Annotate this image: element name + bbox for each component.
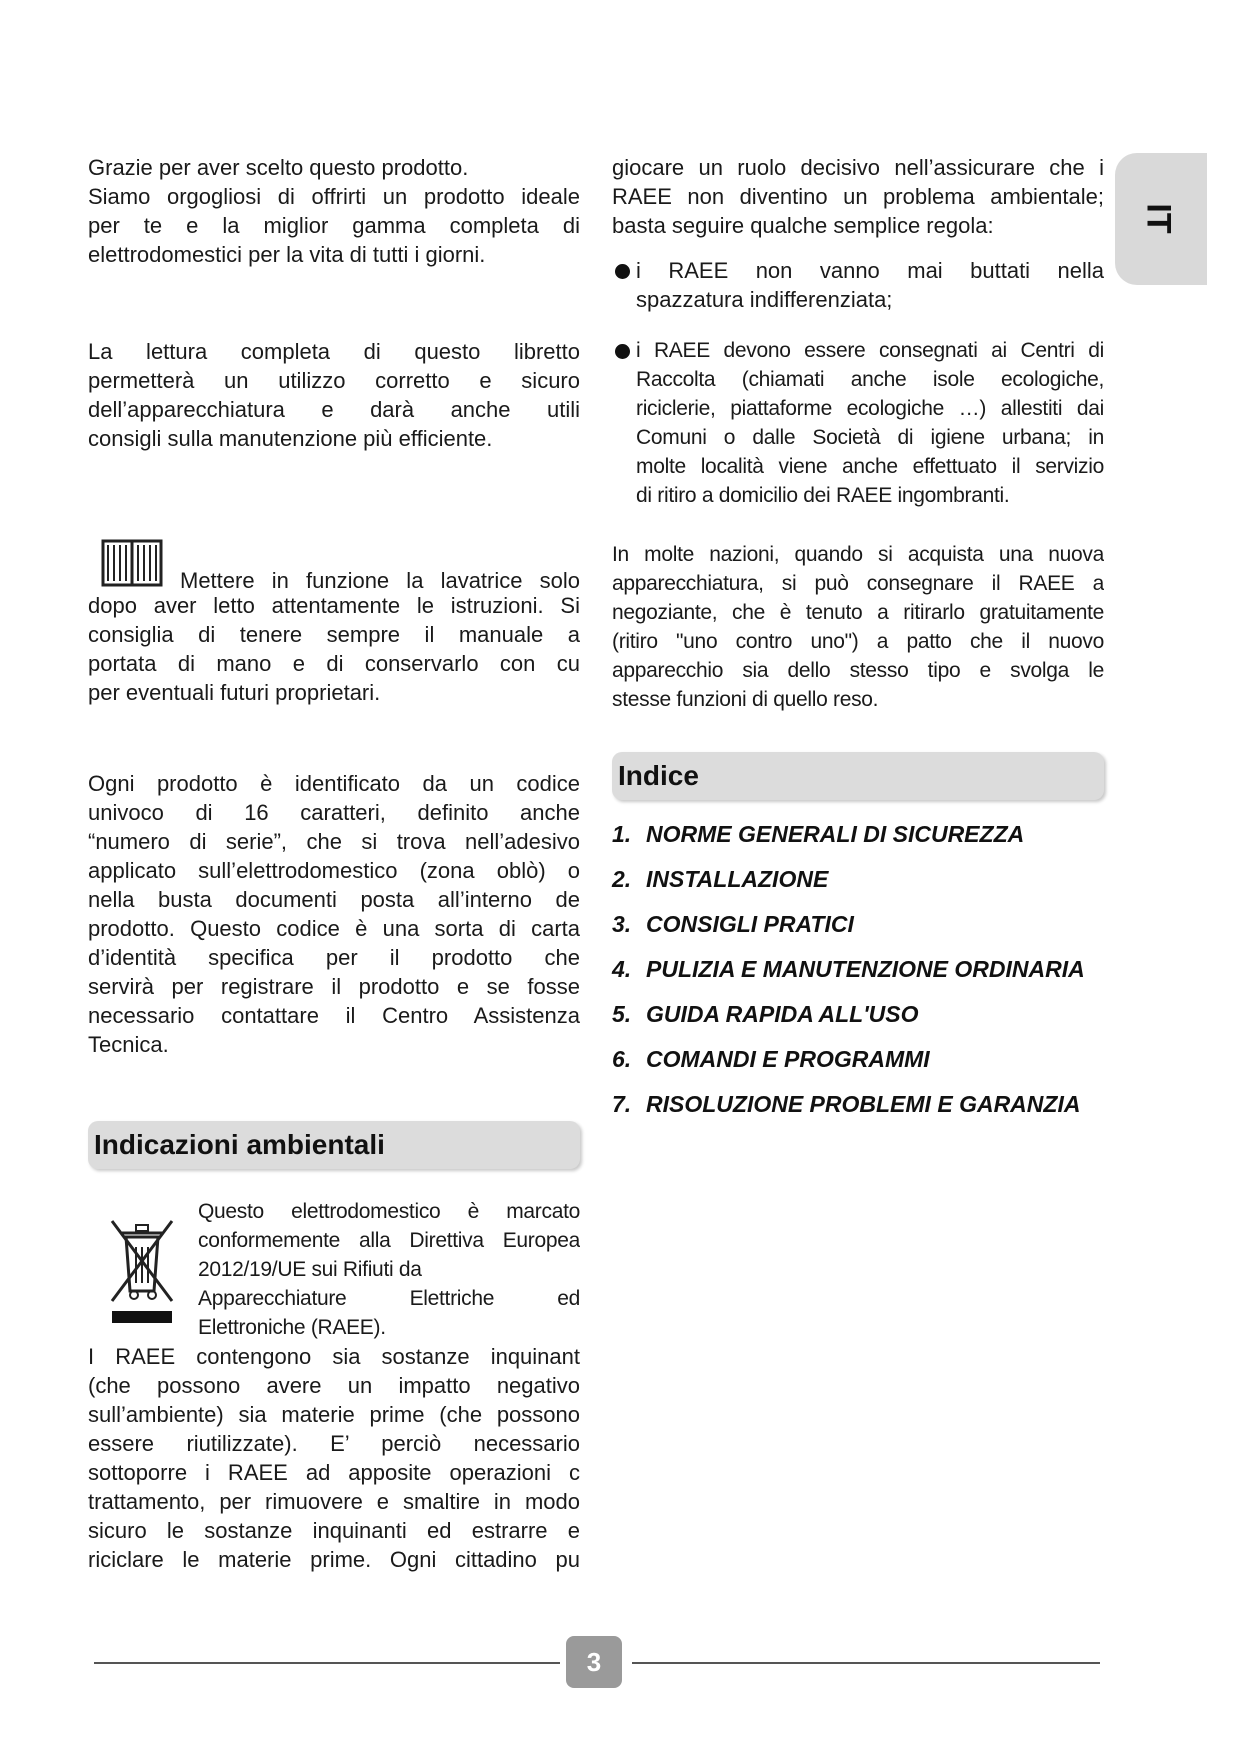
text-line: portata di mano e di conservarlo con cu (88, 651, 580, 676)
bullet-dot-icon (615, 344, 630, 359)
text-line: (ritiro "uno contro uno") a patto che il nuovo (612, 630, 1104, 653)
toc-label: INSTALLAZIONE (646, 866, 829, 892)
text-line: Siamo orgogliosi di offrirti un prodotto ideale (88, 184, 580, 209)
toc-item[interactable] (612, 1037, 1104, 1082)
text-line: applicato sull’elettrodomestico (zona oblò) o (88, 858, 580, 883)
toc-item[interactable] (612, 947, 1104, 992)
text-line: spazzatura indifferenziata; (636, 287, 893, 312)
text-line: “numero di serie”, che si trova nell’adesivo (88, 829, 580, 854)
text-line: negoziante, che è tenuto a ritirarlo gratuitamente (612, 601, 1104, 624)
weee-block (88, 1197, 580, 1342)
toc-item[interactable] (612, 812, 1104, 857)
crossed-bin-icon (106, 1215, 178, 1325)
text-line: di ritiro a domicilio dei RAEE ingombranti. (636, 484, 1010, 507)
text-line: consiglia di tenere sempre il manuale a (88, 622, 580, 647)
bullet-dot-icon (615, 264, 630, 279)
manual-paragraph (88, 537, 580, 707)
index-section-heading: Indice (612, 752, 1104, 800)
text-line: Elettroniche (RAEE). (198, 1316, 386, 1339)
text-line: apparecchio sia dello stesso tipo e svolga le (612, 659, 1104, 682)
bullet-item (612, 256, 1104, 314)
text-line: Ogni prodotto è identificato da un codice (88, 771, 580, 796)
text-line: RAEE non diventino un problema ambientale; (612, 184, 1104, 209)
text-line: apparecchiatura, si può consegnare il RAEE a (612, 572, 1104, 595)
left-column (88, 153, 580, 1574)
text-line: sull’ambiente) sia materie prime (che possono (88, 1402, 580, 1427)
text-line: dell’apparecchiatura e darà anche utili (88, 397, 580, 422)
intro-paragraph (88, 153, 580, 269)
toc-number: 6. (612, 1046, 632, 1072)
text-line: necessario contattare il Centro Assistenza (88, 1003, 580, 1028)
toc-item[interactable] (612, 902, 1104, 947)
bullet-item (612, 336, 1104, 510)
toc-number: 4. (612, 956, 632, 982)
text-line: Apparecchiature Elettriche ed (198, 1287, 580, 1310)
text-line: Mettere in funzione la lavatrice solo (180, 568, 580, 593)
text-line: per te e la miglior gamma completa di (88, 213, 580, 238)
page-number: 3 (566, 1636, 622, 1688)
text-line: basta seguire qualche semplice regola: (612, 213, 994, 238)
text-line: sottoporre i RAEE ad apposite operazioni c (88, 1460, 580, 1485)
toc-number: 2. (612, 866, 632, 892)
text-line: riciclare le materie prime. Ogni cittadino pu (88, 1547, 580, 1572)
toc-item[interactable] (612, 992, 1104, 1037)
text-line: I RAEE contengono sia sostanze inquinant (88, 1344, 580, 1369)
text-line: i RAEE non vanno mai buttati nella (636, 258, 1104, 283)
toc-label: PULIZIA E MANUTENZIONE ORDINARIA (646, 956, 1085, 982)
text-line: essere riutilizzate). E’ perciò necessario (88, 1431, 580, 1456)
text-line: (che possono avere un impatto negativo (88, 1373, 580, 1398)
environment-section-heading: Indicazioni ambientali (88, 1121, 580, 1169)
reading-paragraph (88, 337, 580, 453)
text-line: La lettura completa di questo libretto (88, 339, 580, 364)
text-line: Raccolta (chiamati anche isole ecologiche, (636, 368, 1104, 391)
right-column (612, 153, 1104, 1127)
text-line: giocare un ruolo decisivo nell’assicurare che i (612, 155, 1104, 180)
text-line: univoco di 16 caratteri, definito anche (88, 800, 580, 825)
text-line: per eventuali futuri proprietari. (88, 680, 381, 705)
text-line: stesse funzioni di quello reso. (612, 688, 879, 711)
toc-number: 5. (612, 1001, 632, 1027)
text-line: dopo aver letto attentamente le istruzioni. Si (88, 593, 580, 618)
text-line: i RAEE devono essere consegnati ai Centri di (636, 339, 1104, 362)
text-line: nella busta documenti posta all’interno de (88, 887, 580, 912)
toc-label: CONSIGLI PRATICI (646, 911, 854, 937)
text-line: prodotto. Questo codice è una sorta di carta (88, 916, 580, 941)
toc-item[interactable] (612, 1082, 1104, 1127)
text-line: conformemente alla Direttiva Europea (198, 1229, 580, 1252)
table-of-contents (612, 812, 1104, 1127)
text-line: Comuni o dalle Società di igiene urbana; in (636, 426, 1104, 449)
footer-rule-left (94, 1662, 560, 1664)
toc-number: 3. (612, 911, 632, 937)
text-line: servirà per registrare il prodotto e se fosse (88, 974, 580, 999)
toc-label: GUIDA RAPIDA ALL'USO (646, 1001, 919, 1027)
toc-label: RISOLUZIONE PROBLEMI E GARANZIA (646, 1091, 1081, 1117)
text-line: trattamento, per rimuovere e smaltire in modo (88, 1489, 580, 1514)
text-line: Questo elettrodomestico è marcato (198, 1200, 580, 1223)
toc-number: 7. (612, 1091, 632, 1117)
weee-body-paragraph (88, 1342, 580, 1574)
text-line: 2012/19/UE sui Rifiuti da (198, 1258, 422, 1281)
toc-label: COMANDI E PROGRAMMI (646, 1046, 930, 1072)
toc-number: 1. (612, 821, 632, 847)
serial-paragraph (88, 769, 580, 1059)
footer-rule-right (632, 1662, 1100, 1664)
text-line: In molte nazioni, quando si acquista una nuova (612, 543, 1104, 566)
language-tab (1115, 153, 1207, 285)
text-line: riciclerie, piattaforme ecologiche …) allestiti dai (636, 397, 1104, 420)
continued-paragraph (612, 153, 1104, 240)
text-line: permetterà un utilizzo corretto e sicuro (88, 368, 580, 393)
text-line: consigli sulla manutenzione più efficiente. (88, 426, 493, 451)
toc-item[interactable] (612, 857, 1104, 902)
text-line: Tecnica. (88, 1032, 169, 1057)
text-line: molte località viene anche effettuato il servizio (636, 455, 1104, 478)
text-line: d’identità specifica per il prodotto che (88, 945, 580, 970)
text-line: Grazie per aver scelto questo prodotto. (88, 155, 469, 180)
language-code: IT (1139, 203, 1178, 234)
toc-label: NORME GENERALI DI SICUREZZA (646, 821, 1025, 847)
text-line: elettrodomestici per la vita di tutti i giorni. (88, 242, 486, 267)
one-for-one-paragraph (612, 540, 1104, 714)
text-line: sicuro le sostanze inquinanti ed estrarre e (88, 1518, 580, 1543)
